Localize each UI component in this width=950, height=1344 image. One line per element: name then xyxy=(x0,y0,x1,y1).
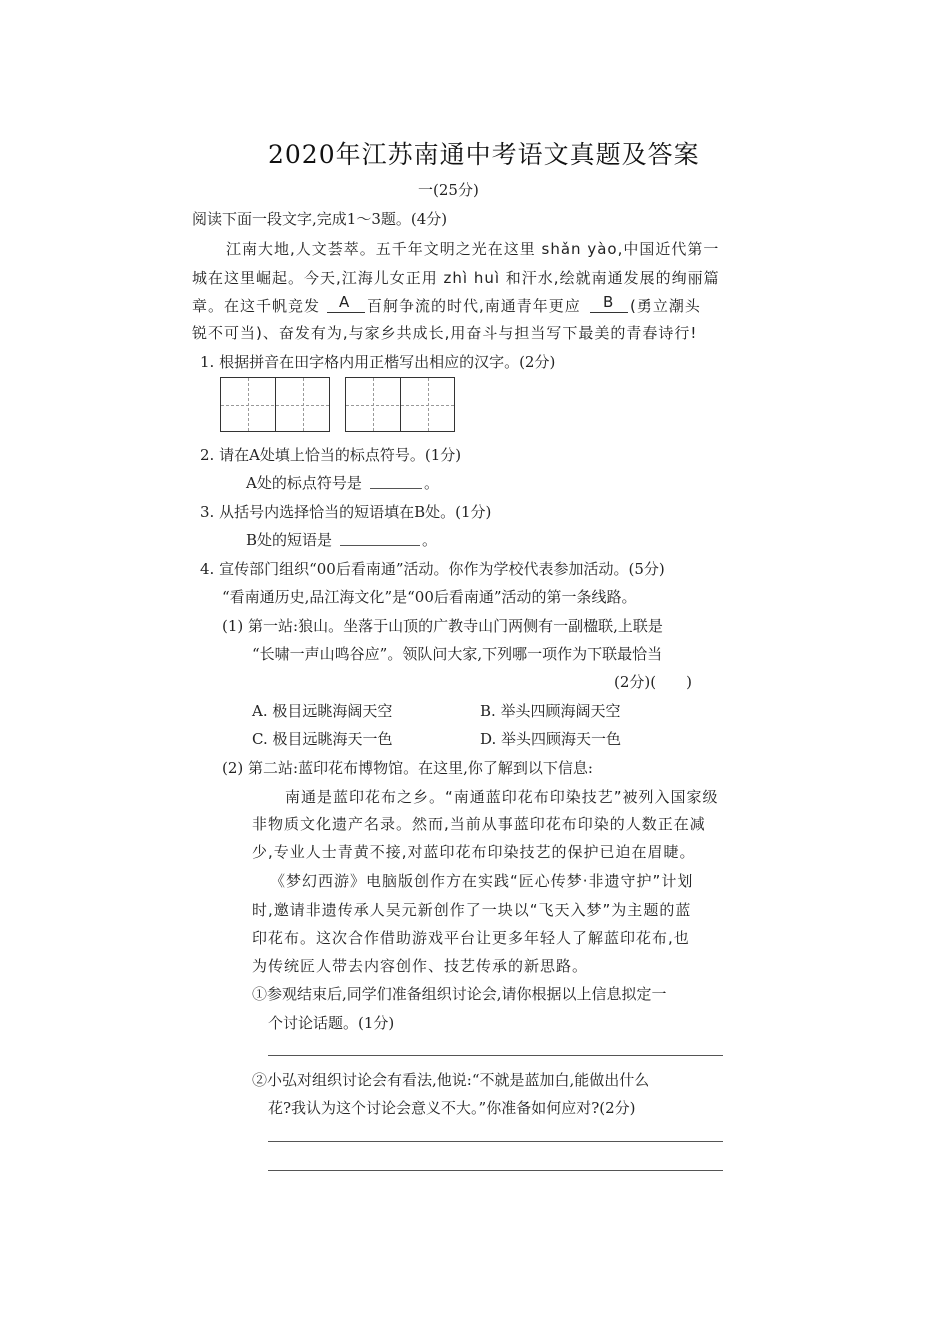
info-line: 南通是蓝印花布之乡。“南通蓝印花布印染技艺”被列入国家级 xyxy=(285,788,719,806)
period: 。 xyxy=(422,531,438,549)
answer-line[interactable] xyxy=(268,1140,723,1142)
reading-instruction: 阅读下面一段文字,完成1～3题。(4分) xyxy=(192,210,448,228)
blank-b xyxy=(590,293,628,313)
tianzige-grid-1[interactable] xyxy=(220,377,330,432)
question-1: 1. 根据拼音在田字格内用正楷写出相应的汉字。(2分) xyxy=(200,353,556,371)
option-a[interactable]: A. 极目远眺海阔天空 xyxy=(252,702,393,720)
passage-line: 百舸争流的时代,南通青年更应 xyxy=(367,297,581,315)
question-4: 4. 宣传部门组织“00后看南通”活动。你作为学校代表参加活动。(5分) xyxy=(200,560,665,578)
answer-line[interactable] xyxy=(268,1054,723,1056)
passage-line: (勇立潮头 xyxy=(630,297,701,315)
passage-line: 城在这里崛起。今天,江海儿女正用 zhì huì 和汗水,绘就南通发展的绚丽篇 xyxy=(192,269,720,287)
info-line: 非物质文化遗产名录。然而,当前从事蓝印花布印染的人数正在减 xyxy=(252,815,706,833)
info-line: 为传统匠人带去内容创作、技艺传承的新思路。 xyxy=(252,957,589,975)
question-4-1-score: (2分)( ) xyxy=(614,673,692,691)
option-c[interactable]: C. 极目远眺海天一色 xyxy=(252,730,393,748)
answer-blank-b[interactable] xyxy=(340,527,420,546)
question-4-intro: “看南通历史,品江海文化”是“00后看南通”活动的第一条线路。 xyxy=(222,588,637,606)
info-line: 时,邀请非遗传承人吴元新创作了一块以“飞天入梦”为主题的蓝 xyxy=(252,901,692,919)
question-4-1-cont: “长啸一声山鸣谷应”。领队问大家,下列哪一项作为下联最恰当 xyxy=(252,645,663,663)
question-4-1: (1) 第一站:狼山。坐落于山顶的广教寺山门两侧有一副楹联,上联是 xyxy=(222,617,663,635)
question-3-prompt: B处的短语是 xyxy=(246,531,333,549)
blank-a-label: A xyxy=(339,293,351,311)
question-4-2: (2) 第二站:蓝印花布博物馆。在这里,你了解到以下信息: xyxy=(222,759,593,777)
tianzige-grid-2[interactable] xyxy=(345,377,455,432)
sub-question-1-cont: 个讨论话题。(1分) xyxy=(268,1014,395,1032)
blank-a xyxy=(327,293,365,313)
page-title: 2020年江苏南通中考语文真题及答案 xyxy=(268,140,700,169)
question-2: 2. 请在A处填上恰当的标点符号。(1分) xyxy=(200,446,462,464)
answer-line[interactable] xyxy=(268,1169,723,1171)
info-line: 少,专业人士青黄不接,对蓝印花布印染技艺的保护已迫在眉睫。 xyxy=(252,843,696,861)
blank-b-label: B xyxy=(603,293,615,311)
sub-question-2-cont: 花?我认为这个讨论会意义不大。”你准备如何应对?(2分) xyxy=(268,1099,636,1117)
question-2-prompt: A处的标点符号是 xyxy=(246,474,362,492)
info-line: 印花布。这次合作借助游戏平台让更多年轻人了解蓝印花布,也 xyxy=(252,929,690,947)
passage-line: 江南大地,人文荟萃。五千年文明之光在这里 shǎn yào,中国近代第一 xyxy=(226,240,720,258)
info-line: 《梦幻西游》电脑版创作方在实践“匠心传梦·非遗守护”计划 xyxy=(270,872,694,890)
sub-question-2: ②小弘对组织讨论会有看法,他说:“不就是蓝加白,能做出什么 xyxy=(252,1071,650,1089)
period: 。 xyxy=(424,474,440,492)
passage-line: 锐不可当)、奋发有为,与家乡共成长,用奋斗与担当写下最美的青春诗行! xyxy=(192,324,698,342)
question-3: 3. 从括号内选择恰当的短语填在B处。(1分) xyxy=(200,503,492,521)
sub-question-1: ①参观结束后,同学们准备组织讨论会,请你根据以上信息拟定一 xyxy=(252,985,667,1003)
option-b[interactable]: B. 举头四顾海阔天空 xyxy=(480,702,621,720)
section-heading: 一(25分) xyxy=(418,181,479,199)
option-d[interactable]: D. 举头四顾海天一色 xyxy=(480,730,622,748)
answer-blank-a[interactable] xyxy=(370,470,422,489)
passage-line: 章。在这千帆竞发 xyxy=(192,297,321,315)
